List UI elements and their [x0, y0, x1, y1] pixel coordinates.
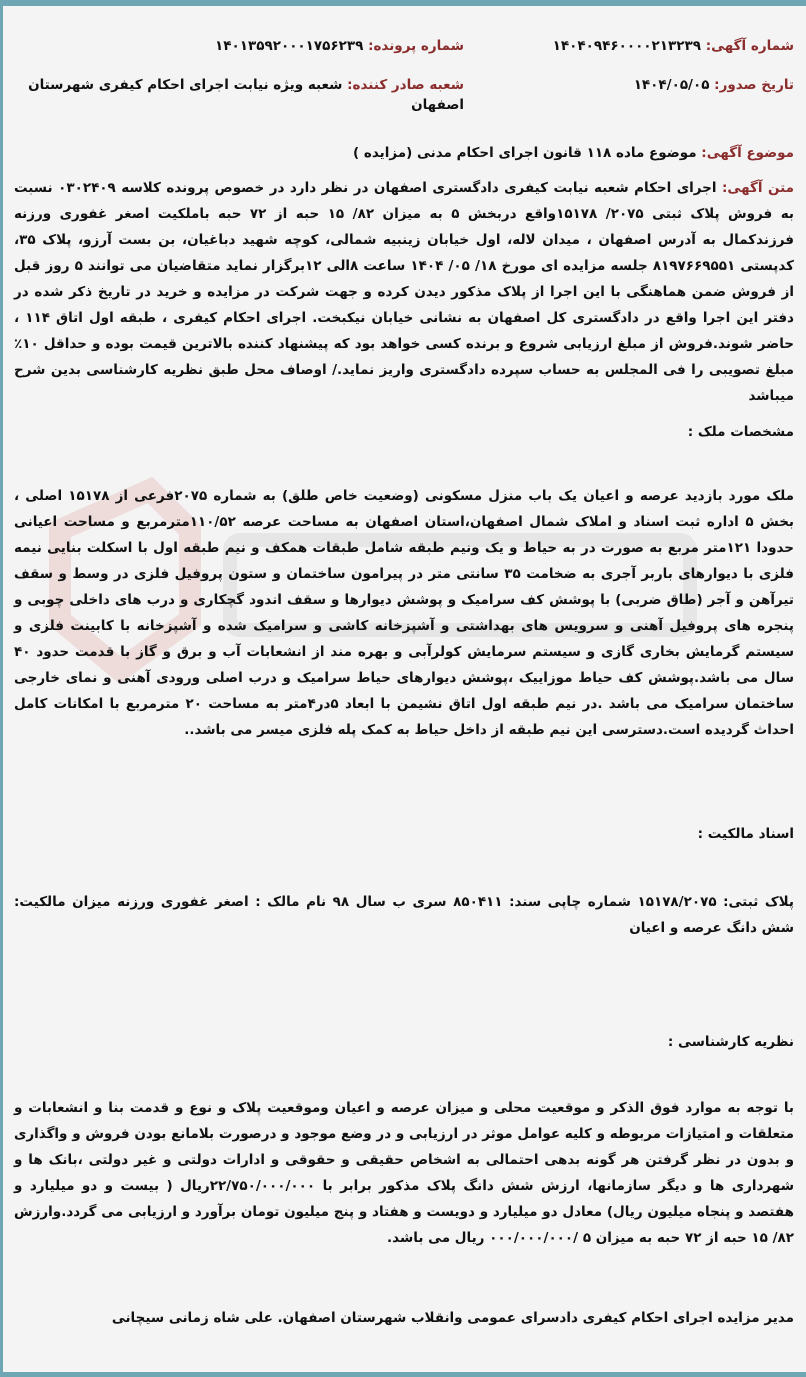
header-row-1	[14, 36, 794, 56]
issuing-branch-label: شعبه صادر کننده:	[347, 77, 464, 93]
ad-number	[464, 36, 794, 56]
ad-number-label: شماره آگهی:	[705, 38, 794, 54]
issue-date	[464, 75, 794, 95]
subject-label: موضوع آگهی:	[701, 145, 794, 161]
ad-number-value: ۱۴۰۴۰۹۴۶۰۰۰۰۲۱۳۲۳۹	[552, 38, 701, 54]
ownership-details: پلاک ثبتی: ۱۵۱۷۸/۲۰۷۵ شماره چاپی سند: ۸۵۰۴۱۱ سری ب سال ۹۸ نام مالک : اصغر غفوری ورزنه میزان مالکیت: شش دانگ عرصه و اعیان	[14, 894, 794, 936]
ownership-heading: اسناد مالکیت :	[697, 826, 794, 842]
header-row-2	[14, 75, 794, 115]
subject-value: موضوع ماده ۱۱۸ قانون اجرای احکام مدنی (مزایده )	[353, 145, 697, 161]
signature: مدیر مزایده اجرای احکام کیفری دادسرای عمومی وانقلاب شهرستان اصفهان. علی شاه زمانی سیچانی	[111, 1310, 794, 1326]
property-heading: مشخصات ملک :	[687, 424, 794, 440]
case-number-value: ۱۴۰۱۳۵۹۲۰۰۰۱۷۵۶۲۳۹	[215, 38, 364, 54]
issue-date-value: ۱۴۰۴/۰۵/۰۵	[633, 77, 710, 93]
expert-heading: نظریه کارشناسی :	[667, 1034, 794, 1050]
window-left-frame	[0, 0, 3, 1377]
case-number	[14, 36, 464, 56]
text-body: اجرای احکام شعبه نیابت کیفری دادگستری اصفهان در نظر دارد در خصوص پرونده کلاسه ۰۳۰۲۴۰۹ نسبت به فروش پلاک ثبتی ۲۰۷۵/ ۱۵۱۷۸واقع دربخش ۵ به میزان ۸۲/ ۱۵ حبه از ۷۲ حبه باملکیت اصغر غفوری ورزنه فرزندکمال به آدرس اصفهان ، میدان لاله، اول خیابان زینبیه شمالی، کوچه شهید دباغیان، بن بست آرزو، پلاک ۳۵، کدپستی ۸۱۹۷۶۶۹۵۵۱ جلسه مزایده ای مورخ ۱۸/ ۰۵/ ۱۴۰۴ ساعت ۸الی ۱۲برگزار نماید متقاضیان می توانند ۵ روز قبل از فروش ضمن هماهنگی با این اجرا از پلاک مذکور دیدن کرده و جهت شرکت در مزایده و خرید در تاریخ ذکر شده در دفتر این اجرا واقع در دادگستری کل اصفهان به نشانی خیابان نیکبخت. اجرای احکام کیفری ، طبقه اول اتاق ۱۱۴ ، حاضر شوند.فروش از مبلغ ارزیابی شروع و برنده کسی خواهد بود که پیشنهاد کننده بالاترین قیمت بوده و حداقل ۱۰٪ مبلغ تصویبی را فی المجلس به حساب سپرده دادگستری واریز نماید./ اوصاف محل طبق نظریه کارشناسی بدین شرح میباشد	[14, 180, 794, 404]
text-label: متن آگهی:	[722, 180, 794, 196]
announcement-text	[14, 175, 794, 409]
property-description: ملک مورد بازدید عرصه و اعیان یک باب منزل مسکونی (وضعیت خاص طلق) به شماره ۲۰۷۵فرعی از ۱۵۱۷۸ اصلی ، بخش ۵ اداره ثبت اسناد و املاک شمال اصفهان،استان اصفهان به مساحت عرصه ۱۱۰/۵۲مترمربع و مساحت اعیانی حدودا ۱۲۱متر مربع به صورت در به حیاط و یک ونیم طبقه شامل طبقات همکف و نیم طبقه اول با اسکلت بنایی نیمه فلزی با دیوارهای باربر آجری به ضخامت ۳۵ سانتی متر در پیرامون ساختمان و ستون پروفیل فلزی در وسط و سقف تیرآهن و آجر (طاق ضربی) با پوشش کف سرامیک و پوشش دیوارها و سقف اندود گچکاری و درب های داخلی چوبی و پنجره های پروفیل آهنی و سرویس های بهداشتی و آشپزخانه کاشی و سرامیک شده و آشپزخانه با کابینت فلزی و سیستم گرمایش بخاری گازی و سیستم سرمایش کولرآبی و بهره مند از انشعابات آب و برق و گاز با قدمت حدود ۴۰ سال می باشد.پوشش کف حیاط موزاییک ،پوشش دیوارهای حیاط سرامیک و درب اصلی ورودی آهنی و نمای خارجی ساختمان سرامیک می باشد .در نیم طبقه اول اتاق نشیمن با ابعاد ۵در۴متر به مساحت ۲۰ مترمربع با امکانات کامل احداث گردیده است.دسترسی این نیم طبقه از داخل حیاط به کمک پله فلزی میسر می باشد..	[14, 488, 795, 738]
announcement-document	[14, 0, 794, 1369]
issuing-branch-value: شعبه ویژه نیابت اجرای احکام کیفری شهرستان اصفهان	[28, 77, 464, 113]
issue-date-label: تاریخ صدور:	[714, 77, 794, 93]
expert-opinion: با توجه به موارد فوق الذکر و موقعیت محلی و میزان عرصه و اعیان وموقعیت پلاک و نوع و قدمت بنا و انشعابات و متعلقات و امتیازات مربوطه و کلیه عوامل موثر در ارزیابی و در وضع موجود و درصورت بلامانع بودن فروش و واگذاری و بدون در نظر گرفتن هر گونه بدهی احتمالی به اشخاص حقیقی و حقوقی و ادارات دولتی و غیر دولتی ،بانک ها و شهرداری ها و دیگر سازمانها، ارزش شش دانگ پلاک مذکور برابر با ۲۲/۷۵۰/۰۰۰/۰۰۰ریال ( بیست و دو میلیارد و هفتصد و پنجاه میلیون ریال) معادل دو میلیارد و دویست و هفتاد و پنج میلیون تومان برآورد و ارزیابی می گردد.وارزش ۸۲/ ۱۵ حبه از ۷۲ حبه به میزان ۵ /۰۰۰/۰۰۰/۰۰۰ ریال می باشد.	[14, 1100, 794, 1246]
subject-row	[14, 143, 794, 163]
window-bottom-frame	[0, 1372, 806, 1377]
case-number-label: شماره پرونده:	[368, 38, 464, 54]
issuing-branch	[14, 75, 464, 115]
